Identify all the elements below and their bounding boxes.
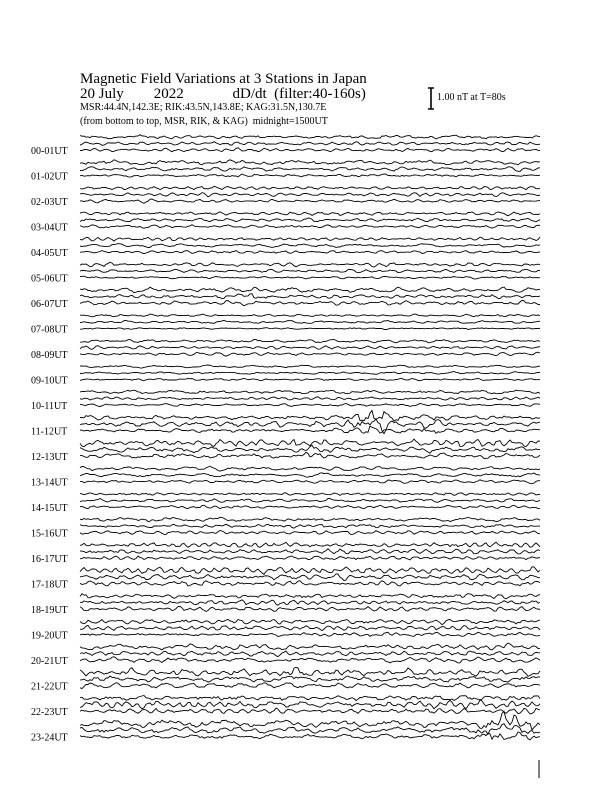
trace-msr xyxy=(80,379,540,381)
trace-kag xyxy=(80,493,540,496)
trace-kag xyxy=(80,160,540,165)
trace-rik xyxy=(80,269,540,272)
trace-kag xyxy=(80,696,540,701)
trace-kag xyxy=(80,542,540,547)
trace-rik xyxy=(80,167,540,172)
hour-label: 01-02UT xyxy=(31,171,68,183)
trace-rik xyxy=(80,294,540,299)
hour-label: 16-17UT xyxy=(31,554,68,565)
trace-msr xyxy=(80,708,540,714)
hour-label: 06-07UT xyxy=(31,299,68,310)
trace-msr xyxy=(80,683,540,689)
trace-msr xyxy=(80,199,540,203)
trace-rik xyxy=(80,625,540,630)
trace-rik xyxy=(80,193,540,197)
chart-title: Magnetic Field Variations at 3 Stations in Japan xyxy=(80,71,367,87)
trace-rik xyxy=(80,419,540,433)
trace-rik xyxy=(80,600,540,605)
trace-kag xyxy=(80,411,540,422)
date-filter-line: 20 July 2022 dD/dt (filter:40-160s) xyxy=(80,86,366,102)
station-traces xyxy=(80,135,540,778)
trace-msr xyxy=(80,657,540,663)
trace-rik xyxy=(80,346,540,350)
hour-label: 10-11UT xyxy=(31,401,68,412)
trace-kag xyxy=(80,567,540,575)
hour-labels xyxy=(31,146,68,744)
hour-label: 07-08UT xyxy=(31,324,68,336)
scale-bar-label: 1.00 nT at T=80s xyxy=(437,92,506,103)
trace-kag xyxy=(80,314,540,317)
trace-rik xyxy=(80,724,540,735)
hour-label: 18-19UT xyxy=(31,605,68,616)
trace-rik xyxy=(80,320,540,323)
hour-label: 08-09UT xyxy=(31,350,68,361)
trace-msr xyxy=(80,148,540,152)
trace-msr xyxy=(80,174,540,177)
hour-label: 09-10UT xyxy=(31,375,68,387)
trace-kag xyxy=(80,619,540,624)
hour-label: 00-01UT xyxy=(31,146,68,157)
trace-rik xyxy=(80,218,540,222)
trace-rik xyxy=(80,142,540,146)
trace-msr xyxy=(80,632,540,636)
trace-rik xyxy=(80,651,540,657)
trace-rik xyxy=(80,574,540,581)
trace-rik xyxy=(80,524,540,528)
hour-label: 04-05UT xyxy=(31,248,68,259)
hour-label: 11-12UT xyxy=(31,426,68,438)
hour-label: 19-20UT xyxy=(31,630,68,642)
trace-msr xyxy=(80,276,540,279)
scale-bar xyxy=(428,88,434,109)
hour-label: 15-16UT xyxy=(31,528,68,540)
trace-msr xyxy=(80,480,540,484)
scale-bar-glyph xyxy=(428,88,434,109)
hour-label: 13-14UT xyxy=(31,477,68,489)
hour-label: 21-22UT xyxy=(31,681,68,693)
trace-kag xyxy=(80,262,540,267)
trace-msr xyxy=(80,452,540,458)
trace-msr xyxy=(80,328,540,330)
trace-kag xyxy=(80,390,540,394)
trace-rik xyxy=(80,397,540,400)
trace-kag xyxy=(80,439,540,447)
hour-label: 05-06UT xyxy=(31,273,68,285)
hour-label: 20-21UT xyxy=(31,656,68,667)
trace-rik xyxy=(80,372,540,375)
trace-msr xyxy=(80,251,540,254)
trace-kag xyxy=(80,466,540,471)
trace-msr xyxy=(80,403,540,406)
trace-msr xyxy=(80,426,540,433)
hour-label: 12-13UT xyxy=(31,452,68,463)
trace-kag xyxy=(80,135,540,139)
trace-kag xyxy=(80,365,540,368)
trace-kag xyxy=(80,711,540,730)
hour-label: 03-04UT xyxy=(31,222,68,234)
trace-kag xyxy=(80,668,540,677)
trace-msr xyxy=(80,352,540,356)
trace-rik xyxy=(80,498,540,502)
hour-label: 17-18UT xyxy=(31,579,68,591)
trace-kag xyxy=(80,237,540,241)
trace-kag xyxy=(80,186,540,190)
trace-kag xyxy=(80,517,540,521)
trace-rik xyxy=(80,676,540,682)
hour-label: 23-24UT xyxy=(31,732,68,744)
trace-rik xyxy=(80,244,540,248)
hour-label: 14-15UT xyxy=(31,503,68,514)
trace-rik xyxy=(80,549,540,554)
trace-kag xyxy=(80,339,540,342)
trace-msr xyxy=(80,581,540,586)
trace-msr xyxy=(80,556,540,560)
trace-rik xyxy=(80,473,540,477)
trace-rik xyxy=(80,445,540,453)
trace-kag xyxy=(80,287,540,293)
hour-label: 22-23UT xyxy=(31,707,68,718)
trace-kag xyxy=(80,212,540,216)
trace-kag xyxy=(80,594,540,599)
trace-msr xyxy=(80,732,540,740)
trace-msr xyxy=(80,531,540,535)
order-line: (from bottom to top, MSR, RIK, & KAG) midnight=1500UT xyxy=(80,116,328,127)
stations-line: MSR:44.4N,142.3E; RIK:43.5N,143.8E; KAG:31.5N,130.7E xyxy=(80,102,327,113)
trace-msr xyxy=(80,606,540,611)
trace-rik xyxy=(80,700,540,709)
trace-msr xyxy=(80,300,540,305)
trace-msr xyxy=(80,225,540,229)
trace-msr xyxy=(80,505,540,509)
trace-kag xyxy=(80,643,540,650)
hour-label: 02-03UT xyxy=(31,197,68,208)
